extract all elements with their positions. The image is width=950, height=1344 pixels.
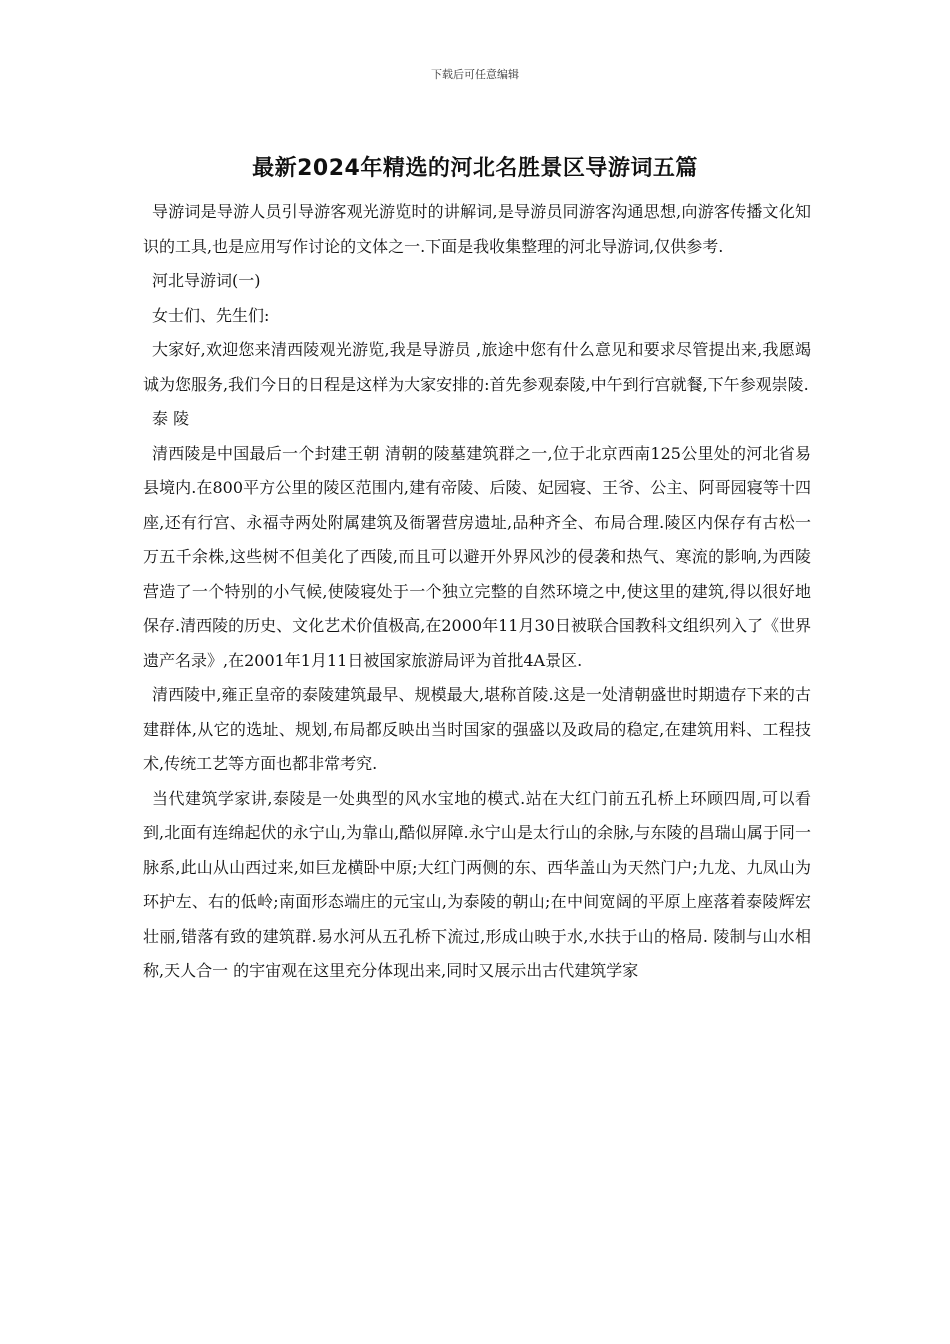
page-header: 下载后可任意编辑	[431, 68, 519, 81]
document-title: 最新2024年精选的河北名胜景区导游词五篇	[252, 156, 698, 181]
subsection-heading: 泰 陵	[152, 409, 190, 428]
body-paragraph: 清西陵中,雍正皇帝的泰陵建筑最早、规模最大,堪称首陵.这是一处清朝盛世时期遗存下来的古建群体,从它的选址、规划,布局都反映出当时国家的强盛以及政局的稳定,在建筑用料、工程技术,传统工艺等方面也都非常考究.	[143, 685, 811, 773]
body-paragraph: 当代建筑学家讲,泰陵是一处典型的风水宝地的模式.站在大红门前五孔桥上环顾四周,可以看到,北面有连绵起伏的永宁山,为靠山,酷似屏障.永宁山是太行山的余脉,与东陵的昌瑞山属于同一脉系,此山从山西过来,如巨龙横卧中原;大红门两侧的东、西华盖山为天然门户;九龙、九凤山为环护左、右的低岭;南面形态端庄的元宝山,为泰陵的朝山;在中间宽阔的平原上座落着泰陵辉宏壮丽,错落有致的建筑群.易水河从五孔桥下流过,形成山映于水,水扶于山的格局. 陵制与山水相称,天人合一 的宇宙观在这里充分体现出来,同时又展示出古代建筑学家	[143, 788, 811, 980]
body-paragraph: 清西陵是中国最后一个封建王朝 清朝的陵墓建筑群之一,位于北京西南125公里处的河北省易县境内.在800平方公里的陵区范围内,建有帝陵、后陵、妃园寝、王爷、公主、阿哥园寝等十四座,还有行宫、永福寺两处附属建筑及衙署营房遗址,品种齐全、布局合理.陵区内保存有古松一万五千余株,这些树不但美化了西陵,而且可以避开外界风沙的侵袭和热气、寒流的影响,为西陵营造了一个特别的小气候,使陵寝处于一个独立完整的自然环境之中,使这里的建筑,得以很好地保存.清西陵的历史、文化艺术价值极高,在2000年11月30日被联合国教科文组织列入了《世界遗产名录》,在2001年1月11日被国家旅游局评为首批4A景区.	[143, 443, 811, 670]
greeting-paragraph: 女士们、先生们:	[152, 305, 270, 325]
section-heading: 河北导游词(一)	[152, 271, 261, 290]
document-body	[143, 195, 811, 989]
welcome-paragraph: 大家好,欢迎您来清西陵观光游览,我是导游员 ,旅途中您有什么意见和要求尽管提出来,我愿竭诚为您服务,我们今日的日程是这样为大家安排的:首先参观泰陵,中午到行宫就餐,下午参观崇陵.	[143, 340, 811, 394]
intro-paragraph: 导游词是导游人员引导游客观光游览时的讲解词,是导游员同游客沟通思想,向游客传播文化知识的工具,也是应用写作讨论的文体之一.下面是我收集整理的河北导游词,仅供参考.	[143, 202, 811, 256]
